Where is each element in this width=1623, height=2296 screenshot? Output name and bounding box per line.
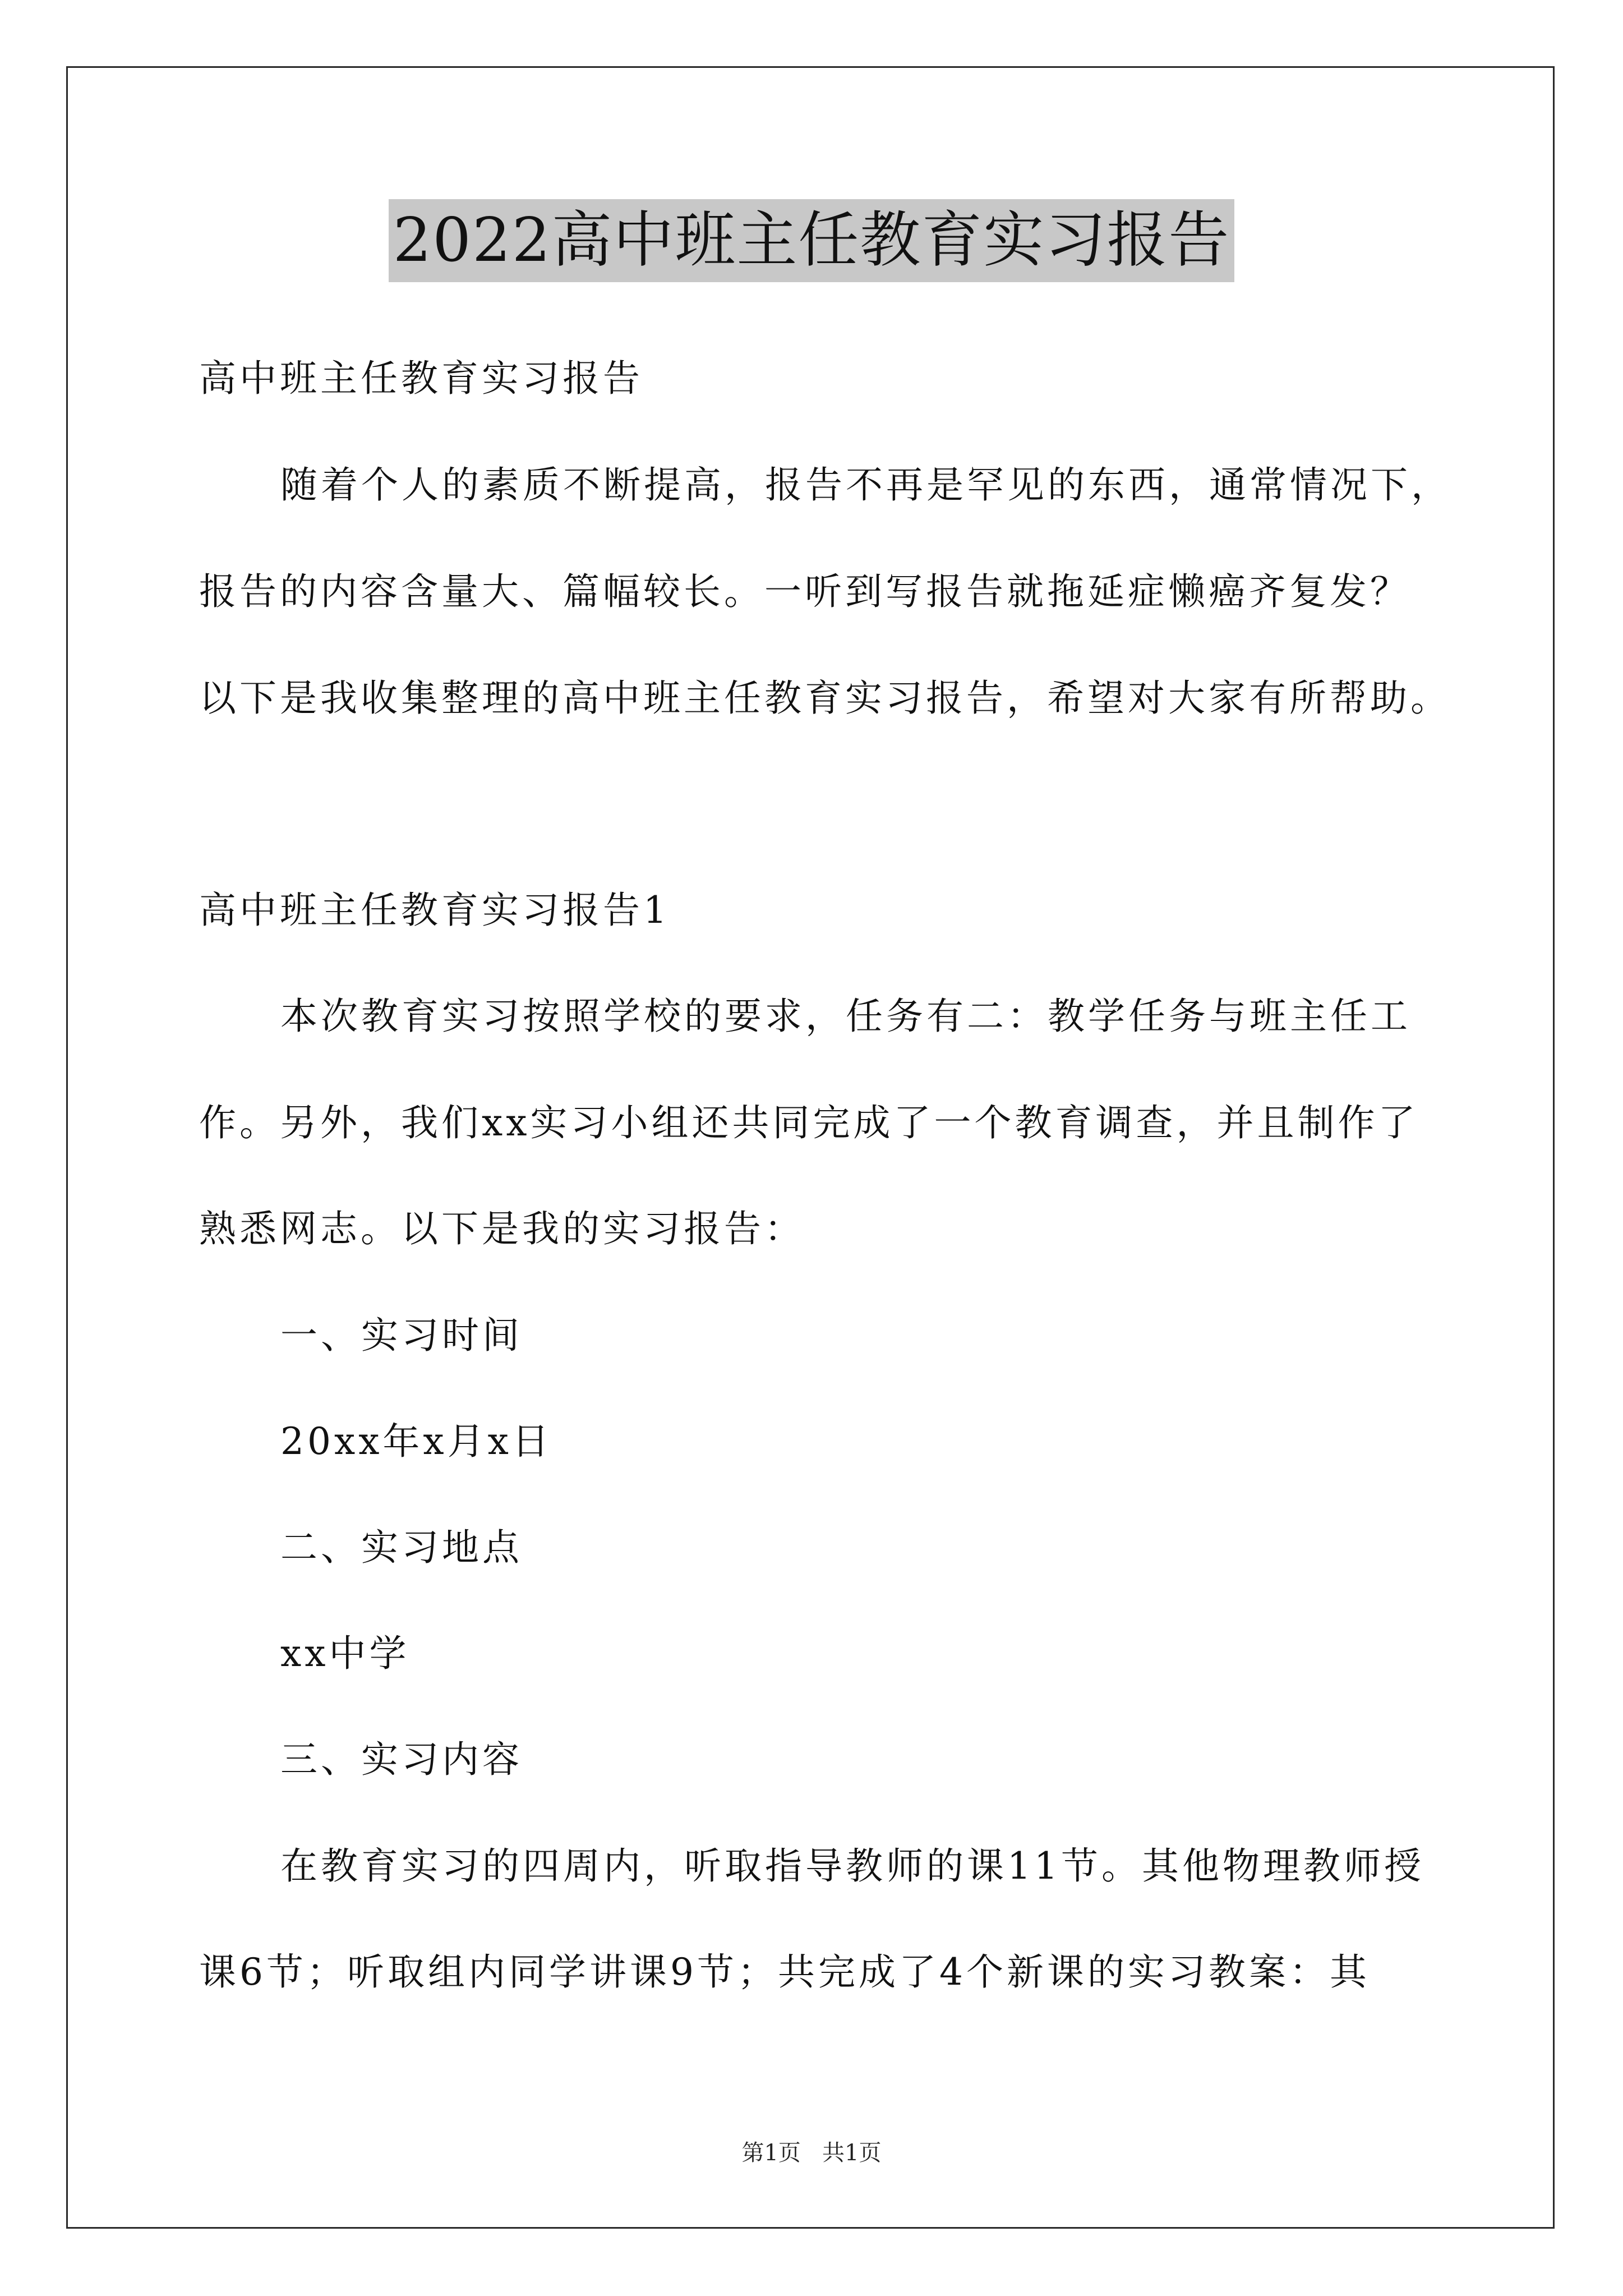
subtitle-line: 高中班主任教育实习报告 [199, 357, 643, 400]
paragraph-line: 以下是我收集整理的高中班主任教育实习报告，希望对大家有所帮助。 [199, 677, 1451, 720]
list-heading-time: 一、实习时间 [280, 1314, 523, 1357]
page-number-footer: 第1页 共1页 [741, 2140, 882, 2166]
title-container [0, 199, 1623, 282]
list-heading-location: 二、实习地点 [280, 1526, 523, 1569]
paragraph-line: 随着个人的素质不断提高，报告不再是罕见的东西，通常情况下， [280, 463, 1451, 507]
section-heading: 高中班主任教育实习报告1 [199, 889, 670, 932]
paragraph-line: 课6节；听取组内同学讲课9节；共完成了4个新课的实习教案：其 [199, 1950, 1370, 1994]
paragraph-line: 熟悉网志。以下是我的实习报告： [199, 1207, 805, 1250]
paragraph-line: 作。另外，我们xx实习小组还共同完成了一个教育调查，并且制作了 [199, 1101, 1419, 1144]
list-value-location: xx中学 [280, 1632, 410, 1675]
list-value-time: 20xx年x月x日 [280, 1420, 552, 1463]
paragraph-line: 报告的内容含量大、篇幅较长。一听到写报告就拖延症懒癌齐复发？ [199, 570, 1410, 613]
list-heading-content: 三、实习内容 [280, 1738, 523, 1781]
paragraph-line: 本次教育实习按照学校的要求，任务有二：教学任务与班主任工 [280, 995, 1411, 1038]
document-title: 2022高中班主任教育实习报告 [389, 199, 1235, 282]
paragraph-line: 在教育实习的四周内，听取指导教师的课11节。其他物理教师授 [280, 1844, 1424, 1888]
